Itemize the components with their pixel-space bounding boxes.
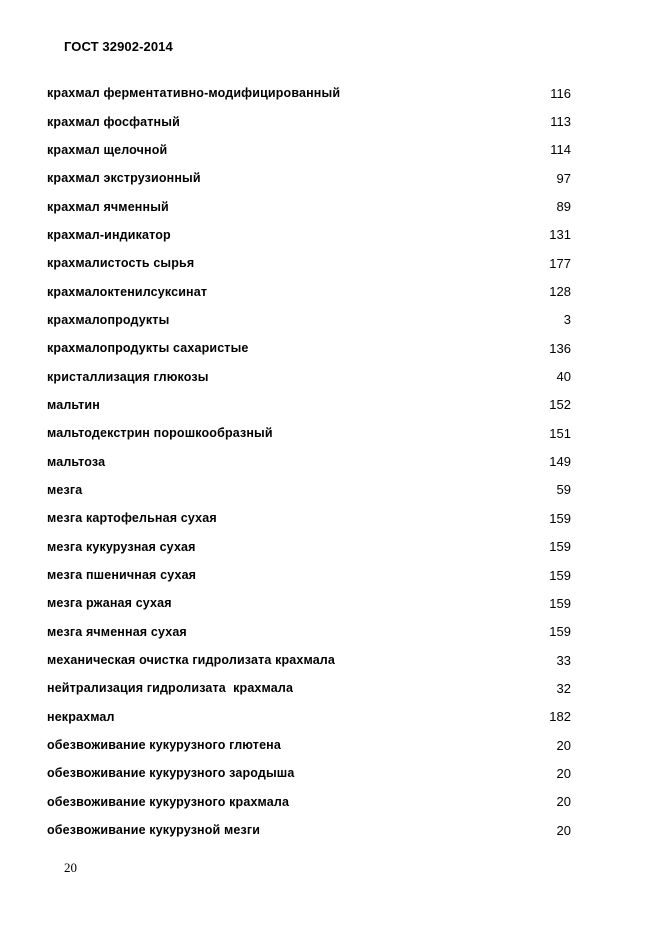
index-term: обезвоживание кукурузной мезги xyxy=(47,823,261,838)
index-page-ref: 152 xyxy=(549,397,571,413)
index-page-ref: 32 xyxy=(556,680,571,696)
index-term: крахмалопродукты сахаристые xyxy=(47,341,249,356)
index-page-ref: 182 xyxy=(549,709,571,725)
index-page-ref: 131 xyxy=(549,227,571,243)
index-page-ref: 136 xyxy=(549,340,571,356)
index-term: мезга кукурузная сухая xyxy=(47,539,196,554)
index-term: нейтрализация гидролизата крахмала xyxy=(47,681,294,696)
index-term: мезга xyxy=(47,482,83,497)
index-page-ref: 177 xyxy=(549,255,571,271)
index-entry xyxy=(47,334,571,362)
page-number: 20 xyxy=(64,860,77,875)
index-entry xyxy=(47,391,571,419)
index-page-ref: 59 xyxy=(556,482,571,498)
index-page-ref: 128 xyxy=(549,284,571,300)
index-page-ref: 20 xyxy=(556,737,571,753)
index-entry xyxy=(47,164,571,192)
index-term: мезга ржаная сухая xyxy=(47,596,172,611)
index-term: крахмал фосфатный xyxy=(47,114,180,129)
index-list xyxy=(47,79,571,844)
index-term: крахмал ферментативно-модифицированный xyxy=(47,86,341,101)
index-entry xyxy=(47,277,571,305)
index-entry xyxy=(47,816,571,844)
index-term: мезга картофельная сухая xyxy=(47,511,217,526)
index-term: обезвоживание кукурузного крахмала xyxy=(47,794,290,809)
index-entry xyxy=(47,703,571,731)
index-entry xyxy=(47,306,571,334)
index-page-ref: 20 xyxy=(556,765,571,781)
index-term: крахмал щелочной xyxy=(47,142,168,157)
index-page-ref: 33 xyxy=(556,652,571,668)
index-entry xyxy=(47,362,571,390)
index-entry xyxy=(47,249,571,277)
index-entry xyxy=(47,419,571,447)
index-entry xyxy=(47,561,571,589)
index-page-ref: 40 xyxy=(556,369,571,385)
index-page-ref: 159 xyxy=(549,567,571,583)
index-entry xyxy=(47,618,571,646)
index-page-ref: 159 xyxy=(549,595,571,611)
index-page-ref: 3 xyxy=(563,312,571,328)
index-page-ref: 114 xyxy=(550,142,571,158)
index-entry xyxy=(47,533,571,561)
index-entry xyxy=(47,79,571,107)
index-entry xyxy=(47,788,571,816)
index-entry xyxy=(47,476,571,504)
index-entry xyxy=(47,447,571,475)
index-entry xyxy=(47,759,571,787)
index-term: мальтодекстрин порошкообразный xyxy=(47,426,273,441)
index-term: мезга пшеничная сухая xyxy=(47,568,197,583)
index-term: кристаллизация глюкозы xyxy=(47,369,209,384)
index-term: мальтоза xyxy=(47,454,106,469)
index-page-ref: 113 xyxy=(550,114,571,130)
index-term: мезга ячменная сухая xyxy=(47,624,187,639)
index-entry xyxy=(47,646,571,674)
index-page-ref: 159 xyxy=(549,624,571,640)
index-page-ref: 116 xyxy=(550,85,571,101)
index-entry xyxy=(47,731,571,759)
index-term: крахмалопродукты xyxy=(47,312,170,327)
document-header: ГОСТ 32902-2014 xyxy=(64,39,173,54)
index-page-ref: 20 xyxy=(556,794,571,810)
index-entry xyxy=(47,192,571,220)
index-term: крахмалоктенилсуксинат xyxy=(47,284,208,299)
index-term: крахмал-индикатор xyxy=(47,227,171,242)
index-entry xyxy=(47,221,571,249)
index-entry xyxy=(47,589,571,617)
index-term: некрахмал xyxy=(47,709,115,724)
index-entry xyxy=(47,504,571,532)
index-page-ref: 89 xyxy=(556,199,571,215)
index-term: крахмал экструзионный xyxy=(47,171,201,186)
index-term: мальтин xyxy=(47,397,100,412)
index-entry xyxy=(47,674,571,702)
index-page-ref: 151 xyxy=(549,425,571,441)
index-term: обезвоживание кукурузного зародыша xyxy=(47,766,295,781)
index-term: крахмал ячменный xyxy=(47,199,169,214)
index-page-ref: 159 xyxy=(549,539,571,555)
index-page-ref: 20 xyxy=(556,822,571,838)
index-page-ref: 97 xyxy=(556,170,571,186)
index-term: обезвоживание кукурузного глютена xyxy=(47,738,281,753)
index-entry xyxy=(47,107,571,135)
index-page-ref: 159 xyxy=(549,510,571,526)
index-term: механическая очистка гидролизата крахмала xyxy=(47,653,335,668)
index-entry xyxy=(47,136,571,164)
index-page-ref: 149 xyxy=(549,454,571,470)
index-term: крахмалистость сырья xyxy=(47,256,195,271)
